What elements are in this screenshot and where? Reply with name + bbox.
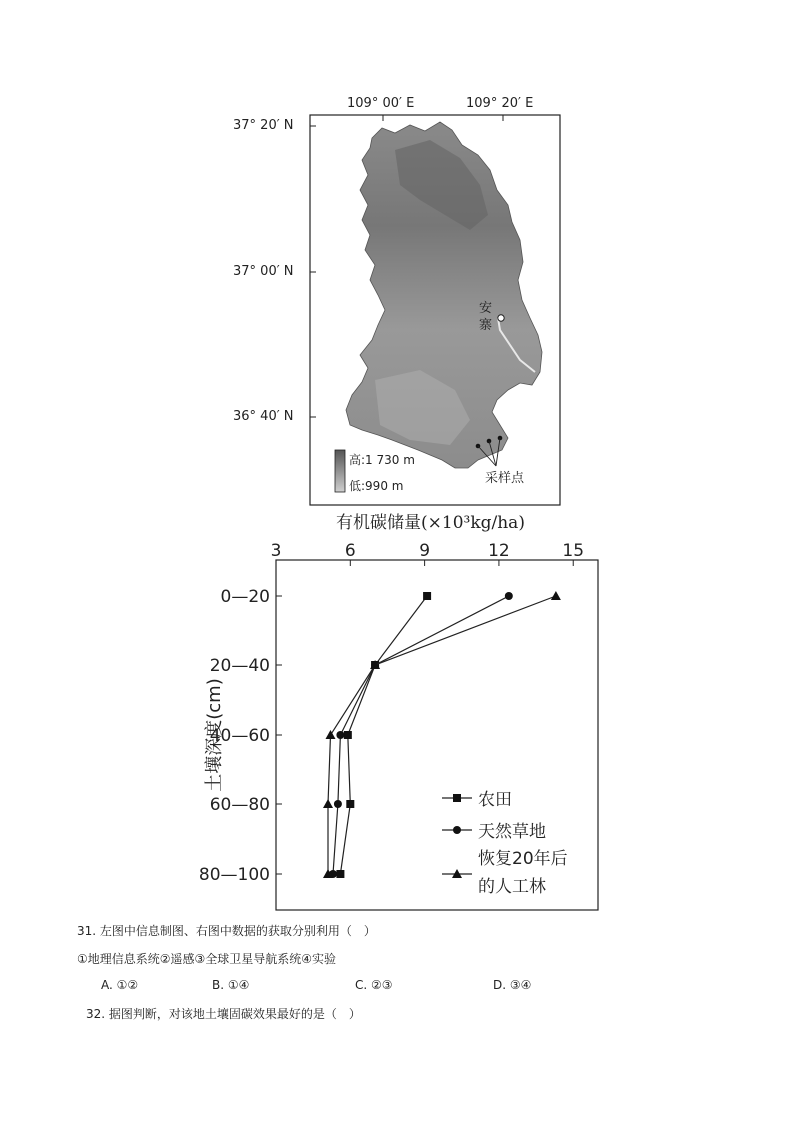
y-category-label: 20—40 xyxy=(209,656,270,676)
data-point-square xyxy=(346,800,354,808)
choice-c[interactable]: C. ②③ xyxy=(355,978,393,992)
legend-low-label: 低:990 m xyxy=(349,479,404,493)
lon-label: 109° 00′ E xyxy=(347,96,415,111)
data-point-square xyxy=(344,731,352,739)
chart-legend xyxy=(442,790,568,897)
data-point-triangle xyxy=(323,799,333,808)
data-point-square xyxy=(423,592,431,600)
data-point-circle xyxy=(334,800,342,808)
legend-high-label: 高:1 730 m xyxy=(349,453,415,467)
question-31: 31. 左图中信息制图、右图中数据的获取分别利用（ ） xyxy=(77,924,376,938)
y-category-label: 80—100 xyxy=(198,865,270,885)
series-line-1 xyxy=(340,596,427,874)
x-tick-label: 6 xyxy=(344,541,356,561)
data-point-circle xyxy=(336,731,344,739)
x-tick-label: 3 xyxy=(270,541,282,561)
y-category-label: 40—60 xyxy=(209,726,270,746)
choice-d[interactable]: D. ③④ xyxy=(493,978,532,992)
legend-item: 恢复20年后 xyxy=(478,849,568,869)
data-point-square xyxy=(336,870,344,878)
city-name: 安 xyxy=(479,301,493,316)
data-point-circle xyxy=(505,592,513,600)
question-31-options: ①地理信息系统②遥感③全球卫星导航系统④实验 xyxy=(77,952,337,966)
y-axis-label: 土壤深度(cm) xyxy=(204,678,225,792)
y-category-label: 0—20 xyxy=(220,587,270,607)
x-tick-label: 9 xyxy=(419,541,431,561)
choice-a[interactable]: A. ①② xyxy=(101,978,139,992)
sample-label: 采样点 xyxy=(485,471,525,486)
lat-label: 37° 20′ N xyxy=(233,118,294,133)
x-tick-label: 15 xyxy=(562,541,585,561)
city-name: 寨 xyxy=(479,318,493,333)
legend-circle-marker xyxy=(453,826,461,834)
data-point-triangle xyxy=(325,730,335,739)
y-category-label: 60—80 xyxy=(209,795,270,815)
choice-b[interactable]: B. ①④ xyxy=(212,978,250,992)
legend-item: 农田 xyxy=(478,790,512,810)
lat-label: 36° 40′ N xyxy=(233,409,294,424)
legend-item: 天然草地 xyxy=(478,822,546,842)
legend-square-marker xyxy=(453,794,461,802)
lat-label: 37° 00′ N xyxy=(233,264,294,279)
data-point-triangle xyxy=(551,591,561,600)
x-tick-label: 12 xyxy=(488,541,510,561)
question-32: 32. 据图判断，对该地土壤固碳效果最好的是（ ） xyxy=(86,1007,361,1021)
lon-label: 109° 20′ E xyxy=(466,96,534,111)
chart-title: 有机碳储量(×10³kg/ha) xyxy=(336,513,525,533)
legend-item: 的人工林 xyxy=(478,877,546,897)
